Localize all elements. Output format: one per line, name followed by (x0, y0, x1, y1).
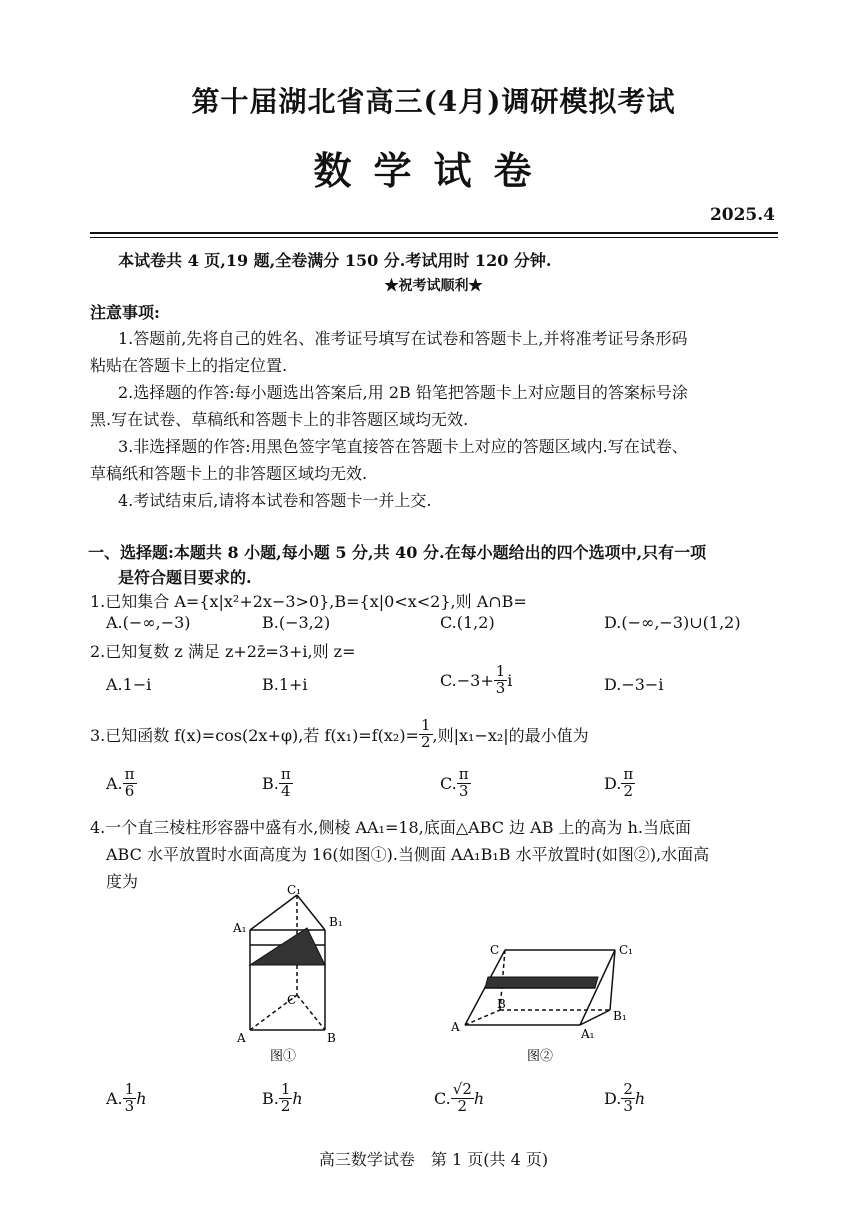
q4-b-label: B. (262, 1088, 279, 1108)
q3-c-den: 3 (458, 781, 469, 800)
q2-option-d: D.−3−i (604, 675, 664, 694)
label-a: A (237, 1031, 246, 1045)
q4-d-den: 3 (623, 1096, 633, 1115)
q4-d-fraction (621, 1082, 635, 1115)
q3-stem-numerator: 1 (420, 716, 431, 734)
q3-b-den: 4 (281, 781, 291, 800)
notice-line: 粘贴在答题卡上的指定位置. (90, 356, 288, 375)
label-c: C (287, 993, 297, 1007)
notice-line: 1.答题前,先将自己的姓名、准考证号填写在试卷和答题卡上,并将准考证号条形码 (118, 329, 688, 348)
question-3-stem (90, 718, 589, 751)
q2-option-c (440, 664, 512, 697)
figure-1-prism-upright (225, 880, 365, 1065)
q3-b-fraction (279, 767, 293, 800)
q3-stem-pre: 3.已知函数 f(x)=cos(2x+φ),若 f(x₁)=f(x₂)= (90, 725, 419, 745)
question-1-stem: 1.已知集合 A={x|x²+2x−3>0},B={x|0<x<2},则 A∩B= (90, 592, 527, 611)
q4-d-var: h (634, 1088, 646, 1108)
q3-d-den: 2 (623, 781, 634, 800)
q3-b-label: B. (262, 773, 279, 793)
q2-c-denominator: 3 (495, 678, 506, 697)
question-2-stem: 2.已知复数 z 满足 z+2z̄=3+i,则 z= (90, 642, 356, 661)
header-rule-thin (90, 237, 778, 238)
water-layer (485, 977, 598, 988)
q3-a-den: 6 (124, 781, 135, 800)
notice-line: 2.选择题的作答:每小题选出答案后,用 2B 铅笔把答题卡上对应题目的答案标号涂 (118, 383, 688, 402)
q4-a-den: 3 (124, 1096, 135, 1115)
figure-1-caption: 图① (270, 1049, 297, 1064)
exam-date: 2025.4 (709, 205, 775, 225)
label-c: C (490, 943, 500, 957)
q1-option-b: B.(−3,2) (262, 613, 331, 632)
q1-option-c: C.(1,2) (440, 613, 495, 632)
q2-option-c-tail: i (507, 670, 513, 690)
q4-c-den: 2 (457, 1096, 468, 1115)
label-a1: A₁ (233, 921, 247, 935)
header-rule-thick (90, 232, 778, 234)
q3-a-label: A. (106, 773, 123, 793)
question-4-stem-cont: ABC 水平放置时水面高度为 16(如图①).当侧面 AA₁B₁B 水平放置时(如图②),水面高 (106, 845, 710, 864)
q4-option-a (106, 1082, 147, 1115)
notice-title: 注意事项: (90, 303, 160, 322)
notice-line: 黑.写在试卷、草稿纸和答题卡上的非答题区域均无效. (90, 410, 469, 429)
exam-summary: 本试卷共 4 页,19 题,全卷满分 150 分.考试用时 120 分钟. (118, 251, 552, 270)
q4-b-var: h (292, 1088, 303, 1108)
q1-option-a: A.(−∞,−3) (106, 613, 191, 632)
water-surface (250, 928, 325, 965)
q3-d-fraction (621, 767, 635, 800)
q4-option-d (604, 1082, 645, 1115)
section-heading-cont: 是符合题目要求的. (118, 568, 252, 587)
section-heading: 一、选择题:本题共 8 小题,每小题 5 分,共 40 分.在每小题给出的四个选项中,只有一项 (88, 543, 707, 562)
q4-b-fraction (279, 1082, 293, 1115)
figure-2-prism-side (445, 930, 655, 1065)
subject-title: 数学试卷 (313, 148, 554, 193)
q3-option-c (440, 767, 471, 800)
q2-option-c-label: C.−3+ (440, 670, 494, 690)
label-a1: A₁ (581, 1027, 595, 1041)
q3-stem-fraction (419, 718, 433, 751)
q1-option-d: D.(−∞,−3)∪(1,2) (604, 613, 741, 632)
label-a: A (451, 1020, 460, 1034)
label-b: B (497, 997, 506, 1011)
q3-option-b (262, 767, 293, 800)
notice-line: 草稿纸和答题卡上的非答题区域均无效. (90, 464, 368, 483)
q4-a-fraction (123, 1082, 137, 1115)
q2-option-a: A.1−i (106, 675, 152, 694)
q2-option-c-fraction (494, 664, 508, 697)
q3-d-label: D. (604, 773, 622, 793)
q4-d-label: D. (604, 1088, 622, 1108)
q3-d-num: π (623, 765, 634, 783)
exam-title: 第十届湖北省高三(4月)调研模拟考试 (191, 85, 676, 118)
q4-a-var: h (136, 1088, 147, 1108)
q4-c-label: C. (434, 1088, 451, 1108)
q4-c-num: √2 (452, 1080, 472, 1098)
figure-2-caption: 图② (527, 1049, 554, 1064)
q3-c-label: C. (440, 773, 457, 793)
label-c1: C₁ (287, 883, 301, 897)
q3-option-d (604, 767, 635, 800)
q3-stem-post: ,则|x₁−x₂|的最小值为 (432, 725, 589, 745)
q2-c-numerator: 1 (495, 662, 506, 680)
page-footer: 高三数学试卷 第 1 页(共 4 页) (318, 1150, 549, 1169)
q4-d-num: 2 (623, 1080, 633, 1098)
q3-option-a (106, 767, 137, 800)
q4-c-var: h (473, 1088, 485, 1108)
notice-line: 4.考试结束后,请将本试卷和答题卡一并上交. (118, 491, 432, 510)
q3-stem-denominator: 2 (420, 732, 431, 751)
label-b1: B₁ (329, 915, 343, 929)
notice-line: 3.非选择题的作答:用黑色签字笔直接答在答题卡上对应的答题区域内.写在试卷、 (118, 437, 688, 456)
q4-c-fraction (451, 1082, 474, 1115)
q3-b-num: π (280, 765, 291, 783)
q3-c-fraction (457, 767, 471, 800)
q3-a-num: π (124, 765, 135, 783)
q4-option-c (434, 1082, 484, 1115)
good-luck-banner: ★祝考试顺利★ (384, 278, 483, 294)
q2-option-b: B.1+i (262, 675, 308, 694)
q3-a-fraction (123, 767, 137, 800)
q4-b-den: 2 (280, 1096, 291, 1115)
q4-a-num: 1 (124, 1080, 135, 1098)
label-b1: B₁ (613, 1009, 627, 1023)
question-4-stem-end: 度为 (106, 872, 139, 891)
q4-a-label: A. (106, 1088, 123, 1108)
question-4-stem: 4.一个直三棱柱形容器中盛有水,侧棱 AA₁=18,底面△ABC 边 AB 上的高为 h.当底面 (90, 818, 692, 837)
label-b: B (327, 1031, 336, 1045)
q3-c-num: π (458, 765, 469, 783)
q4-option-b (262, 1082, 303, 1115)
label-c1: C₁ (619, 943, 633, 957)
q4-b-num: 1 (280, 1080, 291, 1098)
